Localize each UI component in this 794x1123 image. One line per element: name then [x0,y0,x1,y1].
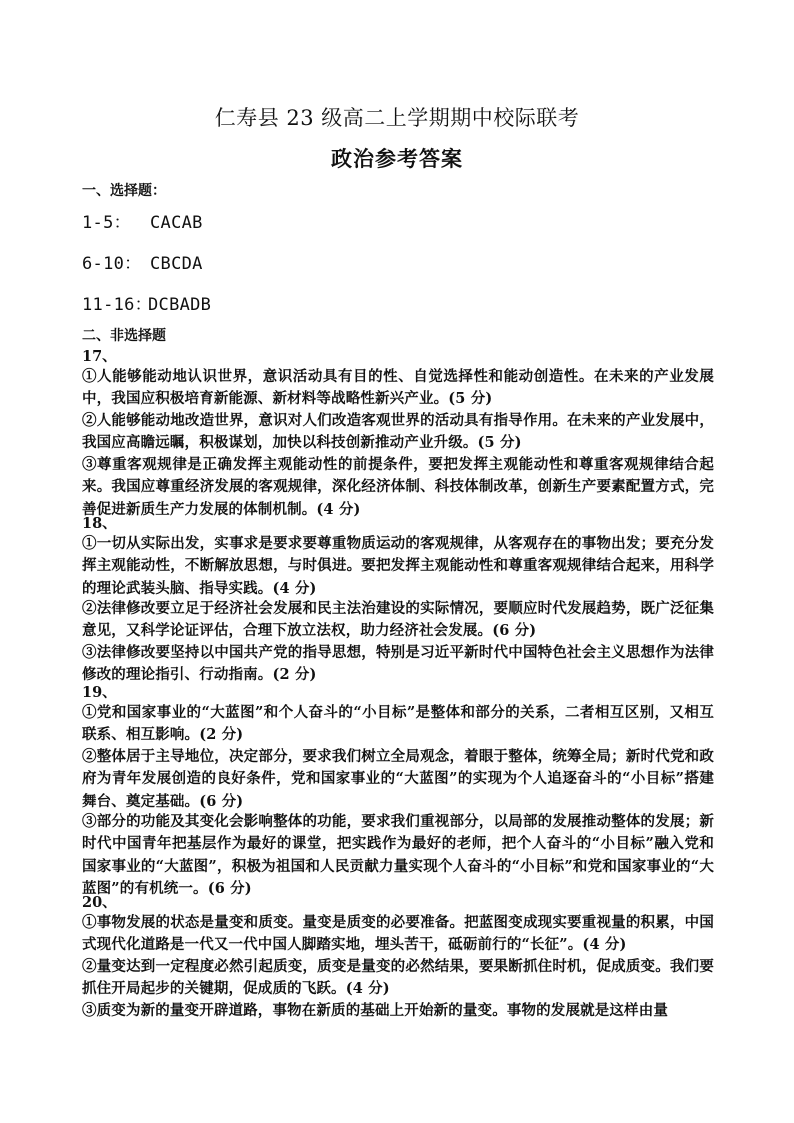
section-heading-choice: 一、选择题： [82,183,166,199]
exam-title: 仁寿县 23 级高二上学期期中校际联考 [214,106,580,130]
answer-point: ③质变为新的量变开辟道路，事物在新质的基础上开始新的量变。事物的发展就是这样由量 [82,1002,668,1019]
answer-row [82,252,203,276]
answer-letters: DCBADB [148,295,212,315]
answer-point: ②法律修改要立足于经济社会发展和民主法治建设的实际情况，要顺应时代发展趋势，既广泛征集意见，又科学论证评估，合理下放立法权，助力经济社会发展。(6 分) [82,600,714,640]
answer-point: ③法律修改要坚持以中国共产党的指导思想，特别是习近平新时代中国特色社会主义思想作为法律修改的理论指引、行动指南。(2 分) [82,644,714,684]
answer-point: ②整体居于主导地位，决定部分，要求我们树立全局观念，着眼于整体，统筹全局；新时代党和政府为青年发展创造的良好条件，党和国家事业的“大蓝图”的实现为个人追逐奋斗的“小目标”搭建舞台、奠定基础。(6 分) [82,748,714,810]
answer-point: ②人能够能动地改造世界，意识对人们改造客观世界的活动具有指导作用。在未来的产业发展中，我国应高瞻远瞩，积极谋划，加快以科技创新推动产业升级。(5 分) [82,412,714,452]
answer-row [82,293,211,317]
question-number: 20、 [82,894,117,911]
answer-point: ①事物发展的状态是量变和质变。量变是质变的必要准备。把蓝图变成现实要重视量的积累，中国式现代化道路是一代又一代中国人脚踏实地，埋头苦干，砥砺前行的“长征”。(4 分) [82,914,714,954]
question-number: 19、 [82,684,117,701]
answer-point: ①人能够能动地认识世界，意识活动具有目的性、自觉选择性和能动创造性。在未来的产业发展中，我国应积极培育新能源、新材料等战略性新兴产业。(5 分) [82,368,714,408]
answer-range-label: 6-10： [82,254,142,274]
question-number: 18、 [82,515,117,532]
answer-point: ③尊重客观规律是正确发挥主观能动性的前提条件，要把发挥主观能动性和尊重客观规律结合起来。我国应尊重经济发展的客观规律，深化经济体制、科技体制改革，创新生产要素配置方式，完善促进新质生产力发展的体制机制。(4 分) [82,456,714,518]
answer-point: ①一切从实际出发，实事求是要求要尊重物质运动的客观规律，从客观存在的事物出发；要充分发挥主观能动性，不断解放思想，与时俱进。要把发挥主观能动性和尊重客观规律结合起来，用科学的理论武装头脑、指导实践。(4 分) [82,535,714,597]
answer-point: ②量变达到一定程度必然引起质变，质变是量变的必然结果，要果断抓住时机，促成质变。我们要抓住开局起步的关键期，促成质的飞跃。(4 分) [82,958,714,998]
section-heading-open: 二、非选择题 [82,328,166,344]
answer-key-subtitle: 政治参考答案 [331,146,463,171]
question-number: 17、 [82,348,117,365]
answer-row [82,211,203,235]
answer-point: ③部分的功能及其变化会影响整体的功能，要求我们重视部分，以局部的发展推动整体的发展；新时代中国青年把基层作为最好的课堂，把实践作为最好的老师，把个人奋斗的“小目标”融入党和国家事业的“大蓝图”，积极为祖国和人民贡献力量实现个人奋斗的“小目标”和党和国家事业的“大蓝图”的有机统一。(6 分) [82,813,714,897]
answer-letters: CACAB [150,213,203,233]
answer-range-label: 11-16： [82,295,152,315]
answer-point: ①党和国家事业的“大蓝图”和个人奋斗的“小目标”是整体和部分的关系，二者相互区别，又相互联系、相互影响。(2 分) [82,704,714,744]
answer-range-label: 1-5： [82,213,131,233]
answer-letters: CBCDA [150,254,203,274]
